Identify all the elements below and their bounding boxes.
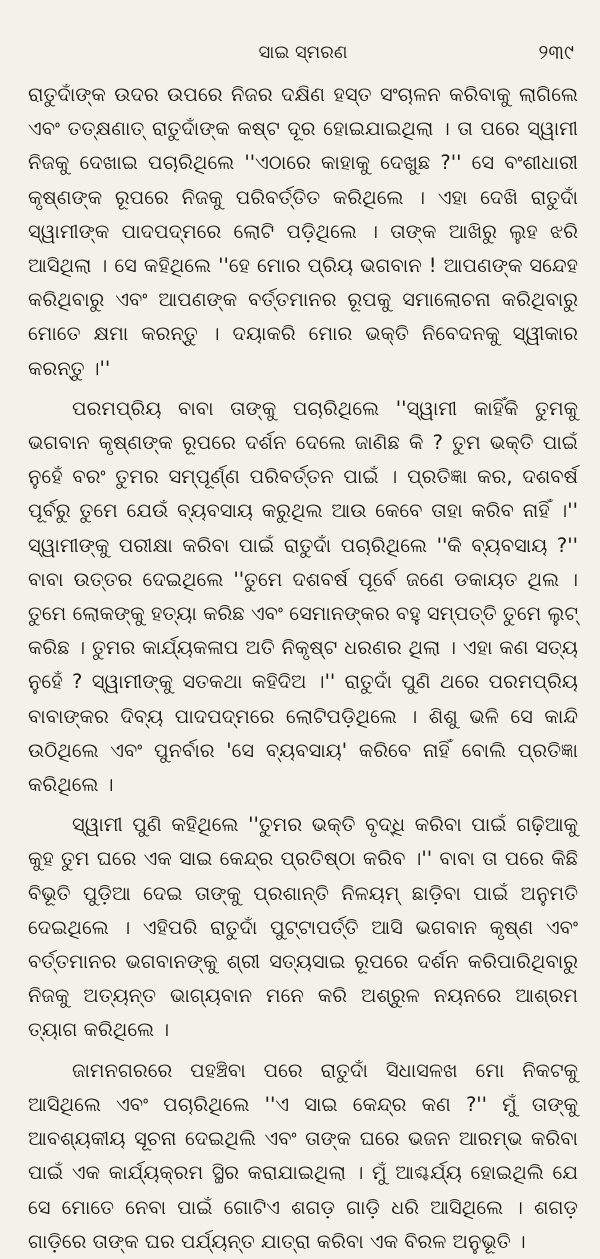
paragraph: ସ୍ୱାମୀ ପୁଣି କହିଥିଲେ ''ତୁମର ଭକ୍ତି ବୃଦ୍ଧି କରିବା ପାଇଁ ଗଢ଼ିଆକୁ କୁହ ତୁମ ଘରେ ଏକ ସାଇ କେନ୍ଦ୍ର ପ୍ରତିଷ୍ଠା କରିବ ।'' ବାବା ତା ପରେ କିଛି ବିଭୂତି ପୁଡ଼ିଆ ଦେଇ ତାଙ୍କୁ ପ୍ରଶାନ୍ତି ନିଳୟମ୍ ଛାଡ଼ିବା ପାଇଁ ଅନୁମତି ଦେଇଥିଲେ । ଏହିପରି ରାତୁଦାଁ ପୁଟ୍ଟାପର୍ତ୍ତି ଆସି ଭଗବାନ କୃଷ୍ଣ ଏବଂ ବର୍ତ୍ତମାନର ଭଗବାନଙ୍କୁ ଶ୍ରୀ ସତ୍ୟସାଇ ରୂପରେ ଦର୍ଶନ କରିପାରିଥିବାରୁ ନିଜକୁ ଅତ୍ୟନ୍ତ ଭାଗ୍ୟବାନ ମନେ କରି ଅଶ୍ରୁଳ ନୟନରେ ଆଶ୍ରମ ତ୍ୟାଗ କରିଥିଲେ ।: [28, 813, 578, 1042]
paragraph: ରାତୁଦାଁଙ୍କ ଉଦର ଉପରେ ନିଜର ଦକ୍ଷିଣ ହସ୍ତ ସଂଚାଳନ କରିବାକୁ ଲାଗିଲେ ଏବଂ ତତ୍‌କ୍ଷଣାତ୍ ରାତୁଦାଁଙ୍କ କଷ୍ଟ ଦୂର ହୋଇଯାଇଥିଲା । ତା ପରେ ସ୍ୱାମୀ ନିଜକୁ ଦେଖାଇ ପଚାରିଥିଲେ ''ଏଠାରେ କାହାକୁ ଦେଖୁଛ ?'' ସେ ବଂଶୀଧାରୀ କୃଷ୍ଣଙ୍କ ରୂପରେ ନିଜକୁ ପରିବର୍ତ୍ତିତ କରିଥିଲେ । ଏହା ଦେଖି ରାତୁଦାଁ ସ୍ୱାମୀଙ୍କ ପାଦପଦ୍ମରେ ଲୋଟି ପଡ଼ିଥିଲେ । ତାଙ୍କ ଆଖିରୁ ଲୁହ ଝରି ଆସିଥିଲା । ସେ କହିଥିଲେ ''ହେ ମୋର ପ୍ରିୟ ଭଗବାନ ! ଆପଣଙ୍କ ସନ୍ଦେହ କରିଥିବାରୁ ଏବଂ ଆପଣଙ୍କ ବର୍ତ୍ତମାନର ରୂପକୁ ସମାଲୋଚନା କରିଥିବାରୁ ମୋତେ କ୍ଷମା କରନ୍ତୁ । ଦୟାକରି ମୋର ଭକ୍ତି ନିବେଦନକୁ ସ୍ୱୀକାର କରନ୍ତୁ ।'': [28, 83, 578, 380]
body-text: [28, 78, 578, 1259]
running-title: ସାଇ ସ୍ମରଣ: [258, 42, 348, 63]
page-header: [28, 38, 578, 78]
paragraph: ଜାମନଗରରେ ପହଞ୍ଚିବା ପରେ ରାତୁଦାଁ ସିଧାସଳଖ ମୋ ନିକଟକୁ ଆସିଥିଲେ ଏବଂ ପଚାରିଥିଲେ ''ଏ ସାଇ କେନ୍ଦ୍ର କଣ ?'' ମୁଁ ତାଙ୍କୁ ଆବଶ୍ୟକୀୟ ସୂଚନା ଦେଇଥିଲି ଏବଂ ତାଙ୍କ ଘରେ ଭଜନ ଆରମ୍ଭ କରିବା ପାଇଁ ଏକ କାର୍ଯ୍ୟକ୍ରମ ସ୍ଥିର କରାଯାଇଥିଲା । ମୁଁ ଆଶ୍ଚର୍ଯ୍ୟ ହୋଇଥିଲି ଯେ ସେ ମୋତେ ନେବା ପାଇଁ ଗୋଟିଏ ଶଗଡ଼ ଗାଡ଼ି ଧରି ଆସିଥିଲେ । ଶଗଡ଼ ଗାଡ଼ିରେ ତାଙ୍କ ଘର ପର୍ଯ୍ୟନ୍ତ ଯାତ୍ରା କରିବା ଏକ ବିରଳ ଅନୁଭୂତି ।: [28, 1058, 578, 1253]
page-number: ୨୩୯: [538, 40, 574, 64]
paragraph: ପରମପ୍ରିୟ ବାବା ତାଙ୍କୁ ପଚାରିଥିଲେ ''ସ୍ୱାମୀ କାହିଁକି ତୁମକୁ ଭଗବାନ କୃଷ୍ଣଙ୍କ ରୂପରେ ଦର୍ଶନ ଦେଲେ ଜାଣିଛ କି ? ତୁମ ଭକ୍ତି ପାଇଁ ନୁହେଁ ବରଂ ତୁମର ସମ୍ପୂର୍ଣ୍ଣ ପରିବର୍ତ୍ତନ ପାଇଁ । ପ୍ରତିଜ୍ଞା କର, ଦଶବର୍ଷ ପୂର୍ବରୁ ତୁମେ ଯେଉଁ ବ୍ୟବସାୟ କରୁଥିଲ ଆଉ କେବେ ତାହା କରିବ ନାହିଁ ।'' ସ୍ୱାମୀଙ୍କୁ ପରୀକ୍ଷା କରିବା ପାଇଁ ରାତୁଦାଁ ପଚାରିଥିଲେ ''କି ବ୍ୟବସାୟ ?'' ବାବା ଉତ୍ତର ଦେଇଥିଲେ ''ତୁମେ ଦଶବର୍ଷ ପୂର୍ବେ ଜଣେ ଡକାୟତ ଥିଲ । ତୁମେ ଲୋକଙ୍କୁ ହତ୍ୟା କରିଛ ଏବଂ ସେମାନଙ୍କର ବହୁ ସମ୍ପତ୍ତି ତୁମେ ଲୁଟ୍ କରିଛ । ତୁମର କାର୍ଯ୍ୟକଳାପ ଅତି ନିକୃଷ୍ଟ ଧରଣର ଥିଲା । ଏହା କଣ ସତ୍ୟ ନୁହେଁ ? ସ୍ୱାମୀଙ୍କୁ ସତକଥା କହିଦିଅ ।'' ରାତୁଦାଁ ପୁଣି ଥରେ ପରମପ୍ରିୟ ବାବାଙ୍କର ଦିବ୍ୟ ପାଦପଦ୍ମରେ ଲୋଟିପଡ଼ିଥିଲେ । ଶିଶୁ ଭଳି ସେ କାନ୍ଦି ଉଠିଥିଲେ ଏବଂ ପୁନର୍ବାର 'ସେ ବ୍ୟବସାୟ' କରିବେ ନାହିଁ ବୋଲି ପ୍ରତିଜ୍ଞା କରିଥିଲେ ।: [28, 396, 578, 797]
